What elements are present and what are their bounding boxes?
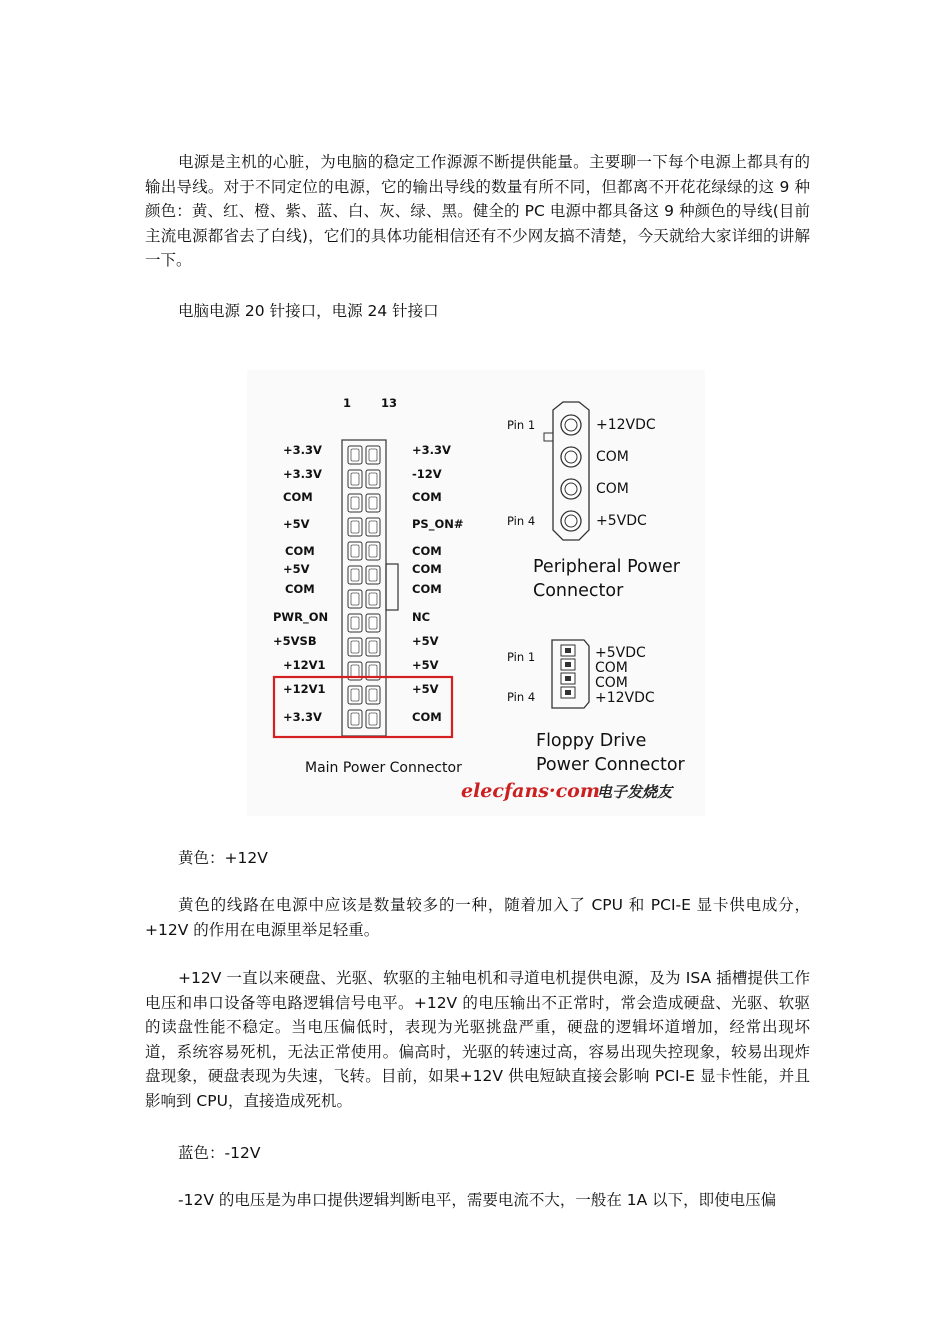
- main-right-label-2: -12V: [412, 467, 442, 481]
- peripheral-label-4: +5VDC: [596, 513, 647, 529]
- peripheral-label-2: COM: [596, 449, 629, 465]
- main-left-label-11: +12V1: [283, 682, 326, 696]
- col-number-1: 1: [343, 396, 352, 410]
- peripheral-pin1-label: Pin 1: [507, 418, 536, 432]
- main-left-label-5: COM: [285, 544, 315, 558]
- intro-paragraph: 电源是主机的心脏，为电脑的稳定工作源源不断提供能量。主要聊一下每个电源上都具有的输出导线。对于不同定位的电源，它的输出导线的数量有所不同，但都离不开花花绿绿的这 9 种颜色：黄、红、橙、紫、蓝、白、灰、绿、黑。健全的 PC 电源中都具备这 9 种颜色的导线(目前主流电源都省去了白线)，它们的具体功能相信还有不少网友搞不清楚，今天就给大家详细的讲解一下。: [145, 153, 810, 269]
- yellow-heading: 黄色：+12V: [178, 849, 268, 867]
- floppy-title-2: Power Connector: [536, 755, 685, 775]
- main-connector-title: Main Power Connector: [305, 760, 462, 776]
- main-left-label-12: +3.3V: [283, 710, 322, 724]
- main-right-label-12: COM: [412, 710, 442, 724]
- floppy-label-4: +12VDC: [595, 690, 655, 706]
- main-right-label-11: +5V: [412, 682, 439, 696]
- peripheral-pin-4: [561, 511, 581, 531]
- main-left-label-8: PWR_ON: [273, 610, 329, 624]
- blue-paragraph-1: -12V 的电压是为串口提供逻辑判断电平，需要电流不大，一般在 1A 以下，即使电压偏: [178, 1191, 777, 1209]
- main-right-label-7: COM: [412, 582, 442, 596]
- main-right-label-6: COM: [412, 562, 442, 576]
- floppy-pin-core-3: [565, 676, 571, 681]
- col-number-13: 13: [381, 396, 398, 410]
- figure-caption: 电脑电源 20 针接口，电源 24 针接口: [178, 302, 439, 320]
- floppy-label-3: COM: [595, 675, 628, 691]
- main-right-label-8: NC: [412, 610, 431, 624]
- peripheral-pin-2: [561, 447, 581, 467]
- peripheral-pin-3: [561, 479, 581, 499]
- main-right-label-9: +5V: [412, 634, 439, 648]
- peripheral-pin-1: [561, 415, 581, 435]
- peripheral-label-3: COM: [596, 481, 629, 497]
- main-right-label-3: COM: [412, 490, 442, 504]
- peripheral-pin4-label: Pin 4: [507, 514, 536, 528]
- main-left-label-4: +5V: [283, 517, 310, 531]
- floppy-pin-core-1: [565, 648, 571, 653]
- floppy-pin-core-4: [565, 690, 571, 695]
- main-connector: [342, 440, 398, 736]
- main-right-label-5: COM: [412, 544, 442, 558]
- elecfans-logo: elecfans·com: [461, 780, 600, 802]
- peripheral-label-1: +12VDC: [596, 417, 656, 433]
- peripheral-connector: [507, 402, 681, 601]
- main-connector-pins: [348, 446, 380, 728]
- peripheral-pins: [561, 415, 581, 531]
- floppy-title-1: Floppy Drive: [536, 731, 647, 751]
- main-right-labels: [412, 443, 464, 724]
- main-left-label-2: +3.3V: [283, 467, 322, 481]
- main-left-label-1: +3.3V: [283, 443, 322, 457]
- floppy-pin-core-2: [565, 662, 571, 667]
- main-left-label-10: +12V1: [283, 658, 326, 672]
- floppy-pin4-label: Pin 4: [507, 690, 536, 704]
- floppy-label-2: COM: [595, 660, 628, 676]
- blue-heading: 蓝色：-12V: [178, 1144, 261, 1162]
- main-left-labels: [273, 443, 328, 724]
- peripheral-title-1: Peripheral Power: [533, 557, 680, 577]
- yellow-paragraph-2: +12V 一直以来硬盘、光驱、软驱的主轴电机和寻道电机提供电源，及为 ISA 插槽提供工作电压和串口设备等电路逻辑信号电平。+12V 的电压输出不正常时，常会造成硬盘、光驱、软驱的读盘性能不稳定。当电压偏低时，表现为光驱挑盘严重，硬盘的逻辑坏道增加，经常出现坏道，系统容易死机，无法正常使用。偏高时，光驱的转速过高，容易出现失控现象，较易出现炸盘现象，硬盘表现为失速，飞转。目前，如果+12V 供电短缺直接会影响 PCI-E 显卡性能，并且影响到 CPU，直接造成死机。: [145, 969, 810, 1110]
- peripheral-key: [544, 433, 553, 441]
- main-right-label-4: PS_ON#: [412, 517, 464, 531]
- main-left-label-6: +5V: [283, 562, 310, 576]
- yellow-paragraph-1: 黄色的线路在电源中应该是数量较多的一种，随着加入了 CPU 和 PCI-E 显卡供电成分，+12V 的作用在电源里举足轻重。: [145, 896, 810, 939]
- main-right-label-1: +3.3V: [412, 443, 451, 457]
- floppy-label-1: +5VDC: [595, 645, 646, 661]
- main-left-label-9: +5VSB: [273, 634, 317, 648]
- floppy-pins: [561, 645, 575, 698]
- main-left-label-3: COM: [283, 490, 313, 504]
- floppy-pin1-label: Pin 1: [507, 650, 536, 664]
- elecfans-watermark: [461, 780, 675, 802]
- floppy-connector: [507, 640, 686, 775]
- main-left-label-7: COM: [285, 582, 315, 596]
- elecfans-cn: 电子发烧友: [597, 783, 673, 801]
- connector-pinout-figure: [247, 370, 705, 816]
- main-right-label-10: +5V: [412, 658, 439, 672]
- pinout-diagram: [247, 370, 705, 816]
- peripheral-title-2: Connector: [533, 581, 624, 601]
- main-connector-latch: [386, 564, 398, 610]
